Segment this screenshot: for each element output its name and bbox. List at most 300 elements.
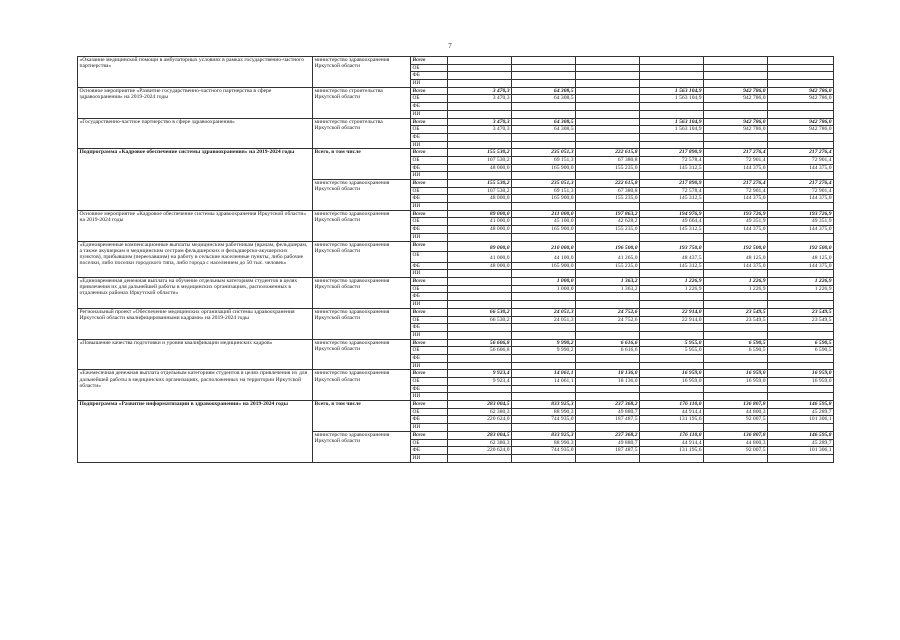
amount-cell [640,80,704,88]
amount-cell [640,385,704,393]
amount-cell: 23 549,5 [768,308,834,316]
amount-cell: 101 306,1 [768,447,834,455]
amount-cell [704,293,768,301]
amount-cell: 942 786,0 [704,87,768,95]
funding-source-cell: ФБ [411,72,448,80]
funding-source-cell: ИИ [411,172,448,180]
amount-cell: 48 000,0 [448,164,512,172]
amount-cell: 9 923,4 [448,370,512,378]
amount-cell [448,141,512,149]
amount-cell: 217 276,4 [768,149,834,157]
funding-source-cell: Всего [411,278,448,286]
amount-cell: 187 487,5 [576,416,640,424]
amount-cell [576,331,640,339]
amount-cell [768,80,834,88]
amount-cell [640,233,704,241]
amount-cell [512,331,576,339]
amount-cell: 45 289,7 [768,439,834,447]
amount-cell [768,270,834,278]
amount-cell [768,141,834,149]
amount-cell [704,110,768,118]
amount-cell [640,324,704,332]
amount-cell: 1 226,9 [640,285,704,293]
amount-cell: 22 914,0 [640,316,704,324]
amount-cell: 16 959,0 [768,378,834,386]
amount-cell [576,301,640,309]
funding-source-cell: ИИ [411,301,448,309]
amount-cell: 210 000,0 [512,241,576,252]
amount-cell: 1 226,9 [640,278,704,286]
amount-cell [768,233,834,241]
amount-cell [512,103,576,111]
amount-cell [512,270,576,278]
funding-source-cell: Всего [411,118,448,126]
amount-cell: 14 061,1 [512,370,576,378]
amount-cell [576,103,640,111]
amount-cell: 131 195,6 [640,447,704,455]
amount-cell [448,278,512,286]
executor-cell: министерство здравоохранения Иркутской области [313,339,411,370]
amount-cell: 72 578,4 [640,156,704,164]
amount-cell [704,385,768,393]
amount-cell [512,80,576,88]
amount-cell: 107 530,2 [448,156,512,164]
table-row [78,339,834,347]
table-row [78,278,834,286]
amount-cell [576,393,640,401]
amount-cell [768,172,834,180]
amount-cell [704,133,768,141]
amount-cell: 44 914,4 [640,439,704,447]
funding-source-cell: ОБ [411,252,448,263]
amount-cell: 92 007,5 [704,416,768,424]
amount-cell: 42 628,2 [576,218,640,226]
amount-cell [704,103,768,111]
amount-cell: 24 051,3 [512,308,576,316]
amount-cell: 16 959,0 [704,370,768,378]
funding-source-cell: ИИ [411,233,448,241]
table-row [78,401,834,409]
amount-cell: 44 914,4 [640,408,704,416]
amount-cell [448,110,512,118]
amount-cell: 146 595,8 [768,401,834,409]
amount-cell: 217 890,9 [640,180,704,188]
funding-source-cell: Всего [411,180,448,188]
amount-cell [576,118,640,126]
funding-source-cell: ФБ [411,226,448,234]
amount-cell: 165 900,0 [512,195,576,203]
funding-source-cell: ОБ [411,126,448,134]
amount-cell [448,57,512,65]
funding-source-cell: ОБ [411,156,448,164]
amount-cell: 6 590,5 [768,347,834,355]
funding-source-cell: ФБ [411,385,448,393]
executor-cell: министерство здравоохранения Иркутской области [313,180,411,211]
amount-cell [576,126,640,134]
amount-cell: 192 500,0 [768,241,834,252]
amount-cell: 217 276,4 [768,180,834,188]
amount-cell [576,270,640,278]
executor-cell: Всего, в том числе [313,401,411,432]
amount-cell: 49 351,9 [704,218,768,226]
amount-cell [448,80,512,88]
amount-cell: 144 375,0 [768,262,834,270]
amount-cell [512,57,576,65]
amount-cell: 1 226,9 [768,278,834,286]
activity-name-cell: «Единовременные компенсационные выплаты медицинским работникам (врачам, фельдшерам, а также акушеркам и медицинским сестрам фельдшерских и фельдшерско-акушерских пунктов), прибывшим (переехавшим) на работу в сельские населенные пункты, либо рабочие поселки, либо поселки городского типа, либо города с населением до 50 тыс. человек» [78,241,313,278]
amount-cell: 16 959,0 [640,370,704,378]
amount-cell: 101 306,1 [768,416,834,424]
funding-source-cell: ОБ [411,316,448,324]
amount-cell: 222 615,8 [576,149,640,157]
amount-cell [768,103,834,111]
amount-cell [448,233,512,241]
funding-source-cell: ФБ [411,103,448,111]
amount-cell [512,293,576,301]
amount-cell [448,285,512,293]
page-number: 7 [448,42,452,50]
amount-cell [640,57,704,65]
amount-cell [576,362,640,370]
funding-source-cell: Всего [411,401,448,409]
amount-cell: 942 786,0 [768,95,834,103]
amount-cell: 217 276,4 [704,180,768,188]
amount-cell [640,103,704,111]
budget-table [77,56,834,463]
amount-cell: 155 235,0 [576,195,640,203]
amount-cell [576,424,640,432]
amount-cell [704,72,768,80]
funding-source-cell: ОБ [411,439,448,447]
amount-cell: 48 125,0 [704,252,768,263]
amount-cell [704,301,768,309]
amount-cell: 48 000,0 [448,262,512,270]
amount-cell [512,72,576,80]
amount-cell: 6 590,5 [704,339,768,347]
amount-cell: 72 901,4 [768,187,834,195]
activity-name-cell: Региональный проект «Обеспечение медицинских организаций системы здравоохранения Иркутской области квалифицированными кадрами» на 2019-2024 годы [78,308,313,339]
amount-cell [512,133,576,141]
amount-cell: 237 368,2 [576,431,640,439]
amount-cell [768,64,834,72]
amount-cell: 9 990,2 [512,347,576,355]
amount-cell: 942 786,0 [768,126,834,134]
amount-cell: 49 880,7 [576,408,640,416]
amount-cell: 193 750,0 [640,241,704,252]
amount-cell: 49 880,7 [576,439,640,447]
amount-cell: 193 726,9 [704,210,768,218]
amount-cell: 155 235,0 [576,164,640,172]
amount-cell: 22 914,0 [640,308,704,316]
amount-cell [640,454,704,462]
amount-cell: 64 308,5 [512,87,576,95]
amount-cell: 283 004,5 [448,431,512,439]
amount-cell: 220 624,0 [448,416,512,424]
amount-cell [512,454,576,462]
amount-cell [448,324,512,332]
funding-source-cell: ИИ [411,80,448,88]
executor-cell: министерство здравоохранения Иркутской области [313,308,411,339]
activity-name-cell: «Государственно-частное партнерство в сфере здравоохранения» [78,118,313,149]
amount-cell [768,57,834,65]
amount-cell: 56 606,8 [448,339,512,347]
amount-cell: 41 265,0 [576,252,640,263]
amount-cell [448,301,512,309]
amount-cell: 23 549,5 [704,308,768,316]
amount-cell: 49 664,4 [640,218,704,226]
amount-cell: 144 375,0 [768,164,834,172]
amount-cell: 1 000,0 [512,285,576,293]
amount-cell [768,324,834,332]
table-row [78,308,834,316]
amount-cell [640,393,704,401]
amount-cell: 155 530,2 [448,149,512,157]
amount-cell [704,172,768,180]
amount-cell: 144 375,0 [768,226,834,234]
amount-cell: 9 923,4 [448,378,512,386]
amount-cell: 69 151,3 [512,156,576,164]
amount-cell [704,141,768,149]
amount-cell: 24 752,6 [576,316,640,324]
amount-cell [512,172,576,180]
table-row [78,241,834,252]
amount-cell: 62 380,3 [448,439,512,447]
activity-name-cell: Подпрограмма «Развитие информатизации в здравоохранении» на 2019-2024 годы [78,401,313,463]
amount-cell: 217 890,9 [640,149,704,157]
amount-cell: 69 151,3 [512,187,576,195]
amount-cell [448,64,512,72]
funding-source-cell: Всего [411,57,448,65]
executor-cell: министерство здравоохранения Иркутской области [313,241,411,278]
amount-cell: 48 125,0 [768,252,834,263]
amount-cell: 217 276,4 [704,149,768,157]
executor-cell: министерство здравоохранения Иркутской области [313,210,411,241]
amount-cell [512,385,576,393]
amount-cell: 237 368,2 [576,401,640,409]
amount-cell [448,293,512,301]
funding-source-cell: ФБ [411,324,448,332]
amount-cell: 64 308,5 [512,95,576,103]
amount-cell: 144 375,0 [704,195,768,203]
amount-cell: 92 007,5 [704,447,768,455]
amount-cell: 67 380,8 [576,156,640,164]
amount-cell: 18 136,0 [576,370,640,378]
amount-cell [704,203,768,211]
amount-cell: 833 925,3 [512,431,576,439]
amount-cell: 24 051,3 [512,316,576,324]
amount-cell: 16 959,0 [704,378,768,386]
amount-cell [640,270,704,278]
amount-cell: 146 595,8 [768,431,834,439]
amount-cell [640,293,704,301]
amount-cell: 89 000,0 [448,241,512,252]
amount-cell: 833 925,3 [512,401,576,409]
amount-cell: 56 606,8 [448,347,512,355]
funding-source-cell: Всего [411,308,448,316]
amount-cell: 165 900,0 [512,226,576,234]
table-row [78,87,834,95]
amount-cell [640,133,704,141]
amount-cell [576,57,640,65]
amount-cell [640,203,704,211]
amount-cell: 3 470,3 [448,118,512,126]
funding-source-cell: Всего [411,241,448,252]
table-row [78,210,834,218]
amount-cell: 44 800,3 [704,408,768,416]
funding-source-cell: Всего [411,210,448,218]
amount-cell [768,454,834,462]
executor-cell: министерство здравоохранения Иркутской области [313,431,411,462]
amount-cell [512,324,576,332]
amount-cell [448,354,512,362]
amount-cell: 5 955,0 [640,347,704,355]
amount-cell: 62 380,3 [448,408,512,416]
funding-source-cell: ОБ [411,64,448,72]
amount-cell [768,362,834,370]
funding-source-cell: ФБ [411,416,448,424]
amount-cell: 1 563 104,9 [640,126,704,134]
amount-cell: 145 312,5 [640,226,704,234]
amount-cell: 197 863,2 [576,210,640,218]
amount-cell [640,354,704,362]
amount-cell [768,110,834,118]
amount-cell: 41 000,0 [448,252,512,263]
amount-cell [704,362,768,370]
amount-cell [704,354,768,362]
amount-cell: 3 470,3 [448,87,512,95]
amount-cell [768,203,834,211]
funding-source-cell: ОБ [411,285,448,293]
funding-source-cell: Всего [411,431,448,439]
amount-cell: 6 590,5 [768,339,834,347]
amount-cell: 44 100,0 [512,252,576,263]
amount-cell: 1 563 104,9 [640,87,704,95]
amount-cell: 194 976,9 [640,210,704,218]
amount-cell [512,141,576,149]
amount-cell: 1 363,2 [576,278,640,286]
funding-source-cell: ОБ [411,187,448,195]
amount-cell: 64 308,5 [512,126,576,134]
amount-cell [768,424,834,432]
amount-cell [640,172,704,180]
amount-cell: 49 351,9 [768,218,834,226]
activity-name-cell: Подпрограмма «Кадровое обеспечение системы здравоохранения» на 2019-2024 годы [78,149,313,211]
funding-source-cell: ИИ [411,454,448,462]
funding-source-cell: ИИ [411,110,448,118]
funding-source-cell: ОБ [411,408,448,416]
funding-source-cell: ИИ [411,362,448,370]
amount-cell [704,270,768,278]
amount-cell [512,354,576,362]
amount-cell [512,301,576,309]
amount-cell [640,331,704,339]
amount-cell: 5 955,0 [640,339,704,347]
amount-cell [576,110,640,118]
amount-cell: 23 549,5 [704,316,768,324]
funding-source-cell: ИИ [411,141,448,149]
amount-cell: 283 004,5 [448,401,512,409]
amount-cell [576,72,640,80]
amount-cell: 1 226,9 [768,285,834,293]
amount-cell: 193 726,9 [768,210,834,218]
amount-cell [576,203,640,211]
amount-cell [512,233,576,241]
amount-cell: 14 061,1 [512,378,576,386]
amount-cell: 45 100,0 [512,218,576,226]
amount-cell [576,293,640,301]
amount-cell: 67 380,8 [576,187,640,195]
funding-source-cell: Всего [411,87,448,95]
amount-cell [768,354,834,362]
amount-cell: 72 901,4 [704,156,768,164]
activity-name-cell: Основное мероприятие «Развитие государственно-частного партнерства в сфере здравоохранения» на 2019-2024 годы [78,87,313,118]
amount-cell: 66 530,2 [448,316,512,324]
amount-cell: 196 500,0 [576,241,640,252]
amount-cell: 72 578,4 [640,187,704,195]
amount-cell [704,64,768,72]
amount-cell [704,424,768,432]
amount-cell: 144 375,0 [704,226,768,234]
funding-source-cell: ИИ [411,203,448,211]
amount-cell: 235 051,3 [512,149,576,157]
amount-cell [704,57,768,65]
amount-cell [576,354,640,362]
amount-cell: 66 530,2 [448,308,512,316]
amount-cell [576,80,640,88]
activity-name-cell: Основное мероприятие «Кадровое обеспечение системы здравоохранения Иркутской области» на 2019-2024 годы [78,210,313,241]
amount-cell: 131 195,6 [640,416,704,424]
amount-cell [704,393,768,401]
table-row [78,149,834,157]
amount-cell [576,87,640,95]
amount-cell: 72 901,4 [768,156,834,164]
budget-table-body [78,57,834,463]
amount-cell: 192 500,0 [704,241,768,252]
amount-cell: 16 959,0 [640,378,704,386]
amount-cell: 176 110,0 [640,431,704,439]
amount-cell [448,424,512,432]
amount-cell: 211 000,0 [512,210,576,218]
amount-cell: 744 935,0 [512,447,576,455]
executor-cell: министерство здравоохранения Иркутской области [313,57,411,88]
table-row [78,370,834,378]
amount-cell: 3 470,3 [448,126,512,134]
amount-cell: 155 235,0 [576,262,640,270]
amount-cell: 136 807,8 [704,431,768,439]
amount-cell: 41 000,0 [448,218,512,226]
amount-cell [576,324,640,332]
amount-cell [448,72,512,80]
amount-cell [768,133,834,141]
amount-cell [512,362,576,370]
amount-cell: 64 308,5 [512,118,576,126]
amount-cell [576,454,640,462]
funding-source-cell: ОБ [411,378,448,386]
amount-cell [448,385,512,393]
amount-cell: 1 000,0 [512,278,576,286]
amount-cell: 155 530,2 [448,180,512,188]
amount-cell [768,293,834,301]
funding-source-cell: ФБ [411,262,448,270]
amount-cell [704,80,768,88]
amount-cell: 222 615,8 [576,180,640,188]
amount-cell [768,301,834,309]
amount-cell [576,233,640,241]
amount-cell: 18 136,0 [576,378,640,386]
funding-source-cell: Всего [411,339,448,347]
activity-name-cell: «Единовременная денежная выплата на обучение отдельным категориям студентов в целях привлечения их для дальнейшей работы в медицинских организациях, расположенных в отдаленных районах Иркутской области» [78,278,313,309]
amount-cell [640,141,704,149]
